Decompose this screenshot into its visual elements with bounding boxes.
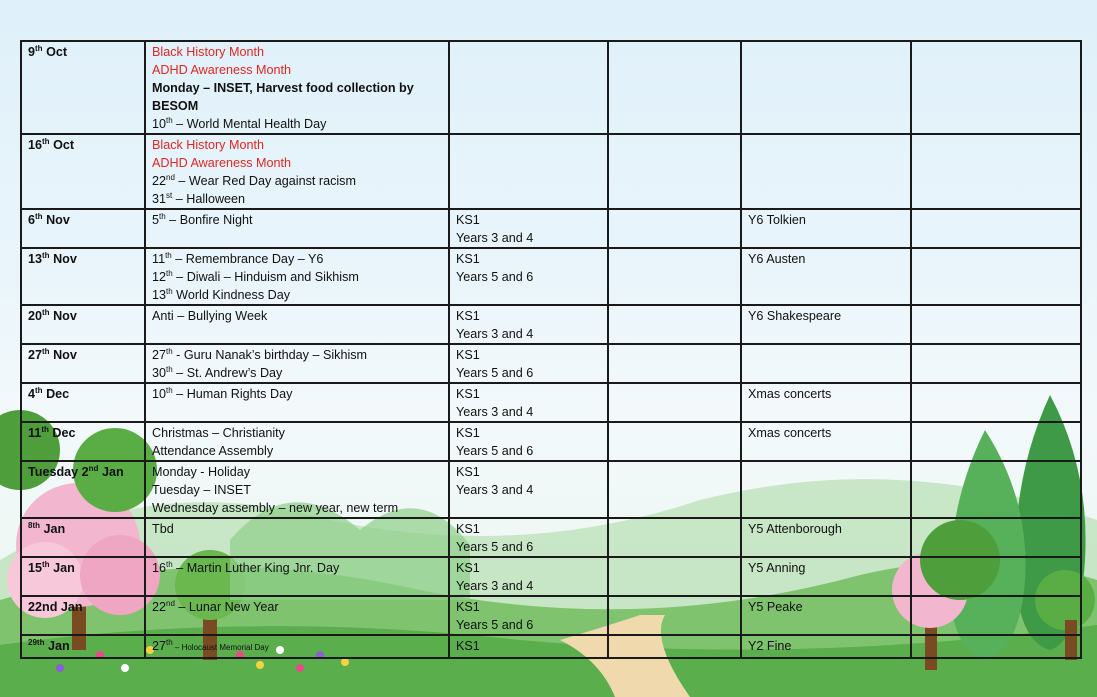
text-part: Monday – INSET, Harvest food collection by <box>152 81 414 95</box>
assembly-cell <box>449 41 608 134</box>
event-line <box>152 442 442 460</box>
ordinal-suffix: th <box>42 347 50 356</box>
text-part: 9 <box>28 45 36 59</box>
text-part: ADHD Awareness Month <box>152 156 292 170</box>
empty-cell <box>911 635 1081 658</box>
ordinal-suffix: th <box>165 251 172 260</box>
text-part: 22nd Jan <box>28 600 83 614</box>
text-part: – Holocaust Memorial Day <box>172 643 269 652</box>
ordinal-suffix: nd <box>166 173 175 182</box>
text-part: Nov <box>49 309 77 323</box>
empty-cell <box>608 422 741 461</box>
event-line <box>152 385 442 403</box>
event-line <box>152 559 442 577</box>
event-line <box>152 211 442 229</box>
assembly-line: KS1 <box>456 426 480 440</box>
empty-cell <box>608 134 741 209</box>
empty-cell <box>608 41 741 134</box>
class-cell <box>741 248 911 305</box>
class-label: Y5 Attenborough <box>748 522 842 536</box>
events-cell <box>145 596 449 635</box>
text-part: 12 <box>152 270 167 284</box>
schedule-row <box>21 518 1081 557</box>
ordinal-suffix: th <box>159 212 166 221</box>
text-part: – World Mental Health Day <box>172 117 327 131</box>
text-part: Oct <box>42 45 68 59</box>
text-part: Oct <box>49 138 75 152</box>
empty-cell <box>608 635 741 658</box>
class-label: Y6 Austen <box>748 252 806 266</box>
text-part: World Kindness Day <box>172 288 291 302</box>
ordinal-suffix: th <box>166 386 173 395</box>
ordinal-suffix: 29th <box>28 638 45 647</box>
event-line <box>152 520 442 538</box>
week-date-cell <box>21 596 145 635</box>
text-part: Tuesday – INSET <box>152 483 251 497</box>
events-cell <box>145 422 449 461</box>
assembly-line: Years 3 and 4 <box>456 483 534 497</box>
assembly-cell <box>449 461 608 518</box>
ordinal-suffix: th <box>166 287 173 296</box>
ordinal-suffix: nd <box>166 599 175 608</box>
events-cell <box>145 383 449 422</box>
events-cell <box>145 344 449 383</box>
empty-cell <box>911 596 1081 635</box>
text-part: 4 <box>28 387 36 401</box>
text-part: Black History Month <box>152 138 264 152</box>
text-part: 22 <box>152 600 167 614</box>
empty-cell <box>911 248 1081 305</box>
event-line <box>152 172 442 190</box>
events-cell <box>145 635 449 658</box>
class-cell <box>741 635 911 658</box>
empty-cell <box>608 557 741 596</box>
schedule-table <box>20 40 1082 659</box>
assembly-cell <box>449 305 608 344</box>
week-date-cell <box>21 557 145 596</box>
class-cell <box>741 422 911 461</box>
empty-cell <box>608 383 741 422</box>
text-part: 5 <box>152 213 160 227</box>
text-part: Tuesday 2 <box>28 465 89 479</box>
class-cell <box>741 344 911 383</box>
ordinal-suffix: th <box>166 638 173 647</box>
text-part: – Human Rights Day <box>172 387 293 401</box>
schedule-row <box>21 596 1081 635</box>
text-part: 6 <box>28 213 36 227</box>
ordinal-suffix: nd <box>88 464 99 473</box>
assembly-cell <box>449 422 608 461</box>
text-part: Nov <box>49 252 77 266</box>
ordinal-suffix: th <box>166 269 173 278</box>
assembly-cell <box>449 344 608 383</box>
week-date-cell <box>21 209 145 248</box>
event-line <box>152 424 442 442</box>
week-date-cell <box>21 422 145 461</box>
text-part: 15 <box>28 561 43 575</box>
event-line <box>152 499 442 517</box>
events-cell <box>145 41 449 134</box>
schedule-row <box>21 422 1081 461</box>
text-part: 10 <box>152 387 167 401</box>
event-line <box>152 136 442 154</box>
assembly-line: KS1 <box>456 309 480 323</box>
text-part: - Guru Nanak’s birthday – Sikhism <box>172 348 368 362</box>
schedule-row <box>21 461 1081 518</box>
assembly-cell <box>449 596 608 635</box>
event-line <box>152 307 442 325</box>
events-cell <box>145 518 449 557</box>
empty-cell <box>608 209 741 248</box>
class-cell <box>741 41 911 134</box>
event-line <box>152 154 442 172</box>
assembly-line: Years 3 and 4 <box>456 405 534 419</box>
text-part: 11 <box>152 252 166 266</box>
assembly-line: KS1 <box>456 348 480 362</box>
assembly-line: Years 3 and 4 <box>456 327 534 341</box>
schedule-row <box>21 635 1081 658</box>
empty-cell <box>911 305 1081 344</box>
assembly-line: Years 5 and 6 <box>456 444 534 458</box>
text-part: Jan <box>40 522 66 536</box>
week-date-cell <box>21 305 145 344</box>
week-date-cell <box>21 383 145 422</box>
empty-cell <box>911 461 1081 518</box>
text-part: BESOM <box>152 99 199 113</box>
class-cell <box>741 461 911 518</box>
class-cell <box>741 518 911 557</box>
events-cell <box>145 134 449 209</box>
text-part: 31 <box>152 192 167 206</box>
text-part: 13 <box>28 252 43 266</box>
text-part: Jan <box>98 465 124 479</box>
week-date-cell <box>21 344 145 383</box>
text-part: Dec <box>48 426 76 440</box>
ordinal-suffix: th <box>42 308 50 317</box>
events-cell <box>145 248 449 305</box>
text-part: 16 <box>28 138 43 152</box>
text-part: 11 <box>28 426 42 440</box>
assembly-cell <box>449 518 608 557</box>
events-cell <box>145 209 449 248</box>
empty-cell <box>911 41 1081 134</box>
ordinal-suffix: th <box>35 386 43 395</box>
schedule-row <box>21 209 1081 248</box>
text-part: 27 <box>152 348 167 362</box>
empty-cell <box>608 344 741 383</box>
text-part: ADHD Awareness Month <box>152 63 292 77</box>
assembly-line: KS1 <box>456 639 480 653</box>
event-line <box>152 481 442 499</box>
ordinal-suffix: th <box>166 365 173 374</box>
ordinal-suffix: th <box>42 560 50 569</box>
ordinal-suffix: 8th <box>28 521 40 530</box>
class-label: Y2 Fine <box>748 639 792 653</box>
text-part: 20 <box>28 309 43 323</box>
assembly-line: KS1 <box>456 522 480 536</box>
ordinal-suffix: th <box>166 560 173 569</box>
assembly-line: KS1 <box>456 213 480 227</box>
assembly-line: KS1 <box>456 465 480 479</box>
ordinal-suffix: st <box>166 191 173 200</box>
class-label: Y5 Peake <box>748 600 803 614</box>
assembly-line: KS1 <box>456 561 480 575</box>
schedule-row <box>21 248 1081 305</box>
assembly-line: KS1 <box>456 387 480 401</box>
text-part: – Diwali – Hinduism and Sikhism <box>172 270 359 284</box>
event-line <box>152 463 442 481</box>
event-line <box>152 190 442 208</box>
text-part: Nov <box>49 348 77 362</box>
text-part: Jan <box>49 561 75 575</box>
text-part: 16 <box>152 561 167 575</box>
text-part: – Wear Red Day against racism <box>174 174 356 188</box>
empty-cell <box>911 344 1081 383</box>
week-date-cell <box>21 248 145 305</box>
events-cell <box>145 557 449 596</box>
schedule-row <box>21 383 1081 422</box>
text-part: Wednesday assembly – new year, new term <box>152 501 399 515</box>
class-cell <box>741 383 911 422</box>
text-part: Black History Month <box>152 45 264 59</box>
empty-cell <box>911 134 1081 209</box>
text-part: 13 <box>152 288 167 302</box>
week-date-cell <box>21 461 145 518</box>
event-line <box>152 61 442 79</box>
week-date-cell <box>21 635 145 658</box>
text-part: – St. Andrew’s Day <box>172 366 283 380</box>
schedule-row <box>21 134 1081 209</box>
events-cell <box>145 461 449 518</box>
event-line <box>152 637 442 657</box>
empty-cell <box>608 305 741 344</box>
event-line <box>152 97 442 115</box>
text-part: – Bonfire Night <box>165 213 253 227</box>
event-line <box>152 364 442 382</box>
class-cell <box>741 305 911 344</box>
ordinal-suffix: th <box>42 137 50 146</box>
text-part: – Halloween <box>172 192 246 206</box>
assembly-line: Years 3 and 4 <box>456 579 534 593</box>
class-cell <box>741 134 911 209</box>
empty-cell <box>911 422 1081 461</box>
assembly-line: Years 5 and 6 <box>456 618 534 632</box>
class-cell <box>741 209 911 248</box>
week-date-cell <box>21 134 145 209</box>
empty-cell <box>911 518 1081 557</box>
event-line <box>152 43 442 61</box>
week-date-cell <box>21 41 145 134</box>
event-line <box>152 346 442 364</box>
empty-cell <box>608 518 741 557</box>
class-label: Y5 Anning <box>748 561 806 575</box>
text-part: Attendance Assembly <box>152 444 274 458</box>
assembly-cell <box>449 134 608 209</box>
class-label: Xmas concerts <box>748 387 832 401</box>
schedule-row <box>21 41 1081 134</box>
text-part: 22 <box>152 174 167 188</box>
text-part: Anti – Bullying Week <box>152 309 268 323</box>
text-part: – Lunar New Year <box>174 600 279 614</box>
text-part: 10 <box>152 117 167 131</box>
event-line <box>152 598 442 616</box>
event-line <box>152 268 442 286</box>
schedule-row <box>21 557 1081 596</box>
text-part: Nov <box>42 213 70 227</box>
week-date-cell <box>21 518 145 557</box>
assembly-line: Years 5 and 6 <box>456 540 534 554</box>
empty-cell <box>608 461 741 518</box>
ordinal-suffix: th <box>41 425 49 434</box>
assembly-line: Years 5 and 6 <box>456 270 534 284</box>
ordinal-suffix: th <box>35 212 43 221</box>
assembly-cell <box>449 557 608 596</box>
assembly-cell <box>449 383 608 422</box>
ordinal-suffix: th <box>166 116 173 125</box>
text-part: 30 <box>152 366 167 380</box>
schedule-row <box>21 344 1081 383</box>
assembly-line: KS1 <box>456 600 480 614</box>
ordinal-suffix: th <box>35 44 43 53</box>
class-cell <box>741 557 911 596</box>
event-line <box>152 286 442 304</box>
assembly-line: KS1 <box>456 252 480 266</box>
ordinal-suffix: th <box>166 347 173 356</box>
event-line <box>152 250 442 268</box>
ordinal-suffix: th <box>42 251 50 260</box>
assembly-line: Years 3 and 4 <box>456 231 534 245</box>
class-cell <box>741 596 911 635</box>
assembly-cell <box>449 635 608 658</box>
text-part: Jan <box>44 639 70 653</box>
text-part: Monday - Holiday <box>152 465 250 479</box>
text-part: 27 <box>28 348 43 362</box>
empty-cell <box>911 209 1081 248</box>
text-part: Christmas – Christianity <box>152 426 285 440</box>
text-part: Dec <box>42 387 70 401</box>
event-line <box>152 115 442 133</box>
empty-cell <box>911 557 1081 596</box>
event-line <box>152 79 442 97</box>
empty-cell <box>911 383 1081 422</box>
schedule-row <box>21 305 1081 344</box>
assembly-line: Years 5 and 6 <box>456 366 534 380</box>
class-label: Y6 Shakespeare <box>748 309 842 323</box>
empty-cell <box>608 596 741 635</box>
text-part: Tbd <box>152 522 174 536</box>
text-part: 27 <box>152 639 167 653</box>
class-label: Xmas concerts <box>748 426 832 440</box>
text-part: – Martin Luther King Jnr. Day <box>172 561 340 575</box>
text-part: – Remembrance Day – Y6 <box>171 252 324 266</box>
assembly-cell <box>449 248 608 305</box>
class-label: Y6 Tolkien <box>748 213 806 227</box>
empty-cell <box>608 248 741 305</box>
assembly-cell <box>449 209 608 248</box>
events-cell <box>145 305 449 344</box>
